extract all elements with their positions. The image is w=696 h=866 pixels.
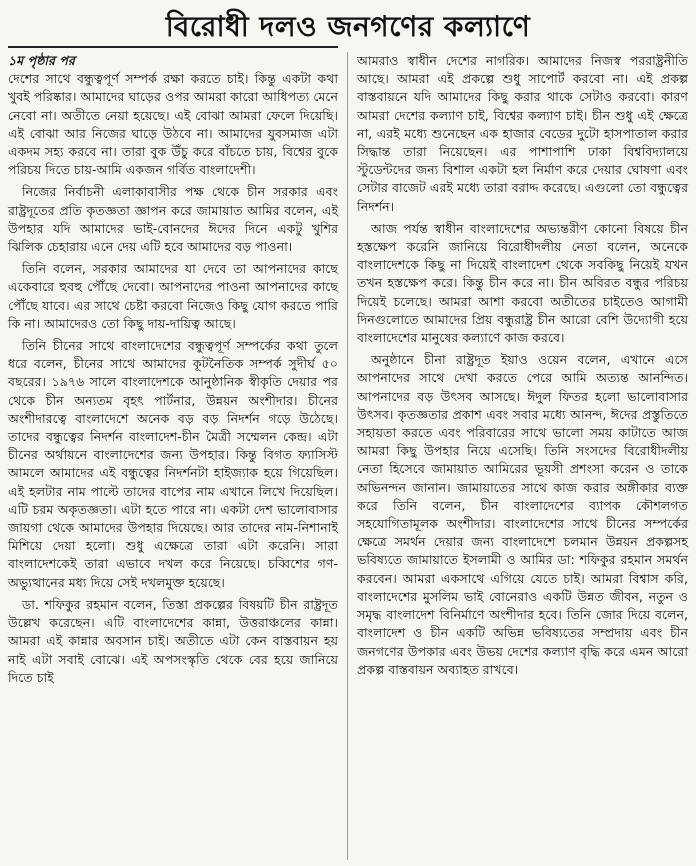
article-column-right: [357, 52, 688, 683]
headline: বিরোধী দলও জনগণের কল্যাণে: [165, 10, 531, 43]
paragraph: অনুষ্ঠানে চীনা রাষ্ট্রদূত ইয়াও ওয়েন বলেন, এখানে এসে আপনাদের সাথে দেখা করতে পেরে আমি অত্যন্ত আনন্দিত। আপনাদের বড় উৎসব আসছে। ঈদুল ফিতর হলো ভালোবাসার উৎসব। কৃতজ্ঞতার প্রকাশ এবং সবার মধ্যে আনন্দ, ঈদের প্রস্তুতিতে সহায়তা করতে এবং পরিবারের সাথে ভালো সময় কাটাতে আজ আমরা কিছু উপহার নিয়ে এসেছি। তিনি সংসদের বিরোধীদলীয় নেতা হিসেবে জামায়াত আমিরের ভূয়সী প্রশংসা করেন ও তাকে অভিনন্দন জানান। জামায়াতের সাথে কাজ করার অঙ্গীকার ব্যক্ত করে তিনি বলেন, চীন বাংলাদেশের ব্যাপক কৌশলগত সহযোগিতামূলক অংশীদার। বাংলাদেশের সাথে চীনের সম্পর্কের ক্ষেত্রে সমর্থন দেয়ার জন্য বাংলাদেশে চলমান উন্নয়ন প্রকল্পসহ ভবিষ্যতে জামায়াতে ইসলামী ও আমির ডা: শফিকুর রহমান সমর্থন করবেন। আমরা একসাথে এগিয়ে যেতে চাই। আমরা বিশ্বাস করি, বাংলাদেশের মুসলিম ভাই বোনেরাও একটি উন্নত জীবন, নতুন ও সমৃদ্ধ বাংলাদেশ বিনির্মাণে অংশীদার হবে। তিনি জোর দিয়ে বলেন, বাংলাদেশ ও চীন একটি অভিন্ন ভবিষ্যতের সম্প্রদায় এবং চীন জনগণের উপকার এবং উভয় দেশের কল্যাণ বৃদ্ধি করে এমন আরো প্রকল্প বাস্তবায়ন অব্যাহত রাখবে।: [357, 352, 688, 677]
paragraph: তিনি বলেন, সরকার আমাদের যা দেবে তা আপনাদের কাছে একেবারে হুবহু পৌঁছে দেবো। আপনাদের পাওনা আপনাদের কাছে পৌঁছে যাবে। এর সাথে চেষ্টা করবো নিজেও কিছু যোগ করতে পারি কি না। আমাদেরও তো কিছু দায়-দায়িত্ব আছে।: [8, 261, 338, 331]
paragraph: দেশের সাথে বন্ধুত্বপূর্ণ সম্পর্ক রক্ষা করতে চাই। কিন্তু একটা কথা খুবই পরিষ্কার। আমাদের ঘাড়ের ওপর আমরা কারো আধিপত্য মেনে নেবো না। অতীতে নেয়া হয়েছে। এই বোঝা আমরা ফেলে দিয়েছি। এই বোঝা আর নিজের ঘাড়ে উঠবে না। আমাদের যুবসমাজ এটা একদম সহ্য করবে না। তারা বুক উঁচু করে বাঁচতে চায়, বিশ্বের বুকে পরিচয় দিতে চায়-আমি একজন গর্বিত বাংলাদেশী।: [8, 71, 338, 178]
article-column-left: [8, 52, 338, 691]
headline-rule: [8, 46, 338, 48]
paragraph: নিজের নির্বাচনী এলাকাবাসীর পক্ষ থেকে চীন সরকার এবং রাষ্ট্রদূতের প্রতি কৃতজ্ঞতা জ্ঞাপন করে জামায়াত আমির বলেন, এই উপহার যদি আমাদের ভাই-বোনদের ঈদের দিনে একটু খুশির ঝিলিক চেহারায় এনে দেয় এটি হবে আমাদের বড় পাওনা।: [8, 184, 338, 255]
continuation-kicker: ১ম পৃষ্ঠার পর: [8, 53, 75, 68]
column-divider: [347, 52, 348, 860]
paragraph: আজ পর্যন্ত স্বাধীন বাংলাদেশের অভ্যন্তরীণ কোনো বিষয়ে চীন হস্তক্ষেপ করেনি জানিয়ে বিরোধীদলীয় নেতা বলেন, অনেকে বাংলাদেশকে কিছু না দিয়েই বাংলাদেশ থেকে সবকিছু নিয়েই যখন তখন হস্তক্ষেপ করে। কিন্তু চীন করে না। চীন অবিরত বন্ধুর পরিচয় দিয়েই চলেছে। আমরা আশা করবো অতীতের চাইতেও আগামী দিনগুলোতে আমাদের প্রিয় বন্ধুরাষ্ট্র চীন আরো বেশি উদ্যোগী হয়ে বাংলাদেশের মানুষের কল্যাণে কাজ করবে।: [357, 220, 688, 346]
paragraph: ডা. শফিকুর রহমান বলেন, তিস্তা প্রকল্পের বিষয়টি চীন রাষ্ট্রদূত উল্লেখ করেছেন। এটি বাংলাদেশের কান্না, উত্তরাঞ্চলের কান্না। আমরা এই কান্নার অবসান চাই। অতীতে এটা কেন বাস্তবায়ন হয় নাই এটা সবাই বোঝে। এই অপসংস্কৃতি থেকে বের হয়ে জানিয়ে দিতে চাই: [8, 596, 338, 685]
paragraph: আমরাও স্বাধীন দেশের নাগরিক। আমাদের নিজস্ব পররাষ্ট্রনীতি আছে। আমরা এই প্রকল্পে শুধু সাপোর্ট করবো না। এই প্রকল্প বাস্তবায়নে যদি আমাদের কিছু করার থাকে সেটাও করবো। কারণ আমরা দেশের কল্যাণ চাই, বিশ্বের কল্যাণ চাই। চীন শুধু এই ক্ষেত্রে না, এরই মধ্যে শুনেছেন এক হাজার বেডের দুটো হাসপাতাল করার সিদ্ধান্ত তারা নিয়েছেন। এর পাশাপাশি ঢাকা বিশ্ববিদ্যালয়ে স্টুডেন্টদের জন্য বিশাল একটা হল নির্মাণ করে দেয়ার ঘোষণা এবং সেটার বাজেট এরই মধ্যে তারা বরাদ্দ করেছে। এগুলো তো বন্ধুত্বের নিদর্শন।: [357, 53, 688, 214]
paragraph: তিনি চীনের সাথে বাংলাদেশের বন্ধুত্বপূর্ণ সম্পর্কের কথা তুলে ধরে বলেন, চীনের সাথে আমাদের কূটনৈতিক সম্পর্ক সুদীর্ঘ ৫০ বছরের। ১৯৭৬ সালে বাংলাদেশকে আনুষ্ঠানিক স্বীকৃতি দেয়ার পর থেকে চীন অন্যতম বৃহৎ পার্টনার, উন্নয়ন অংশীদার। চীনের অংশীদারত্বে বাংলাদেশে অনেক বড় বড় নিদর্শন গড়ে উঠেছে। তাদের বন্ধুত্বের নিদর্শন বাংলাদেশ-চীন মৈত্রী সম্মেলন কেন্দ্র। এটা চীনের অর্থায়নে বাংলাদেশের জন্য উপহার। কিন্তু বিগত ফ্যাসিস্ট আমলে আমাদের এই বন্ধুত্বের নিদর্শনটা হাইজ্যাক হয়ে গিয়েছিল। এই হলটার নাম পাল্টে তাদের বাপের নাম এখানে লিখে দিয়েছিল। এটি চরম অকৃতজ্ঞতা। এটা হতে পারে না। একটা দেশ ভালোবাসার জায়গা থেকে আমাদের উপহার দিয়েছে। আর তাদের নাম-নিশানাই মিশিয়ে দেয়া হলো। শুধু এক্ষেত্রে তারা এটা করেনি। সারা বাংলাদেশকেই তারা এভাবে দখল করে নিয়েছে। চব্বিশের গণ-অভ্যুত্থানের মধ্য দিয়ে সেই দখলমুক্ত হয়েছে।: [8, 338, 338, 590]
